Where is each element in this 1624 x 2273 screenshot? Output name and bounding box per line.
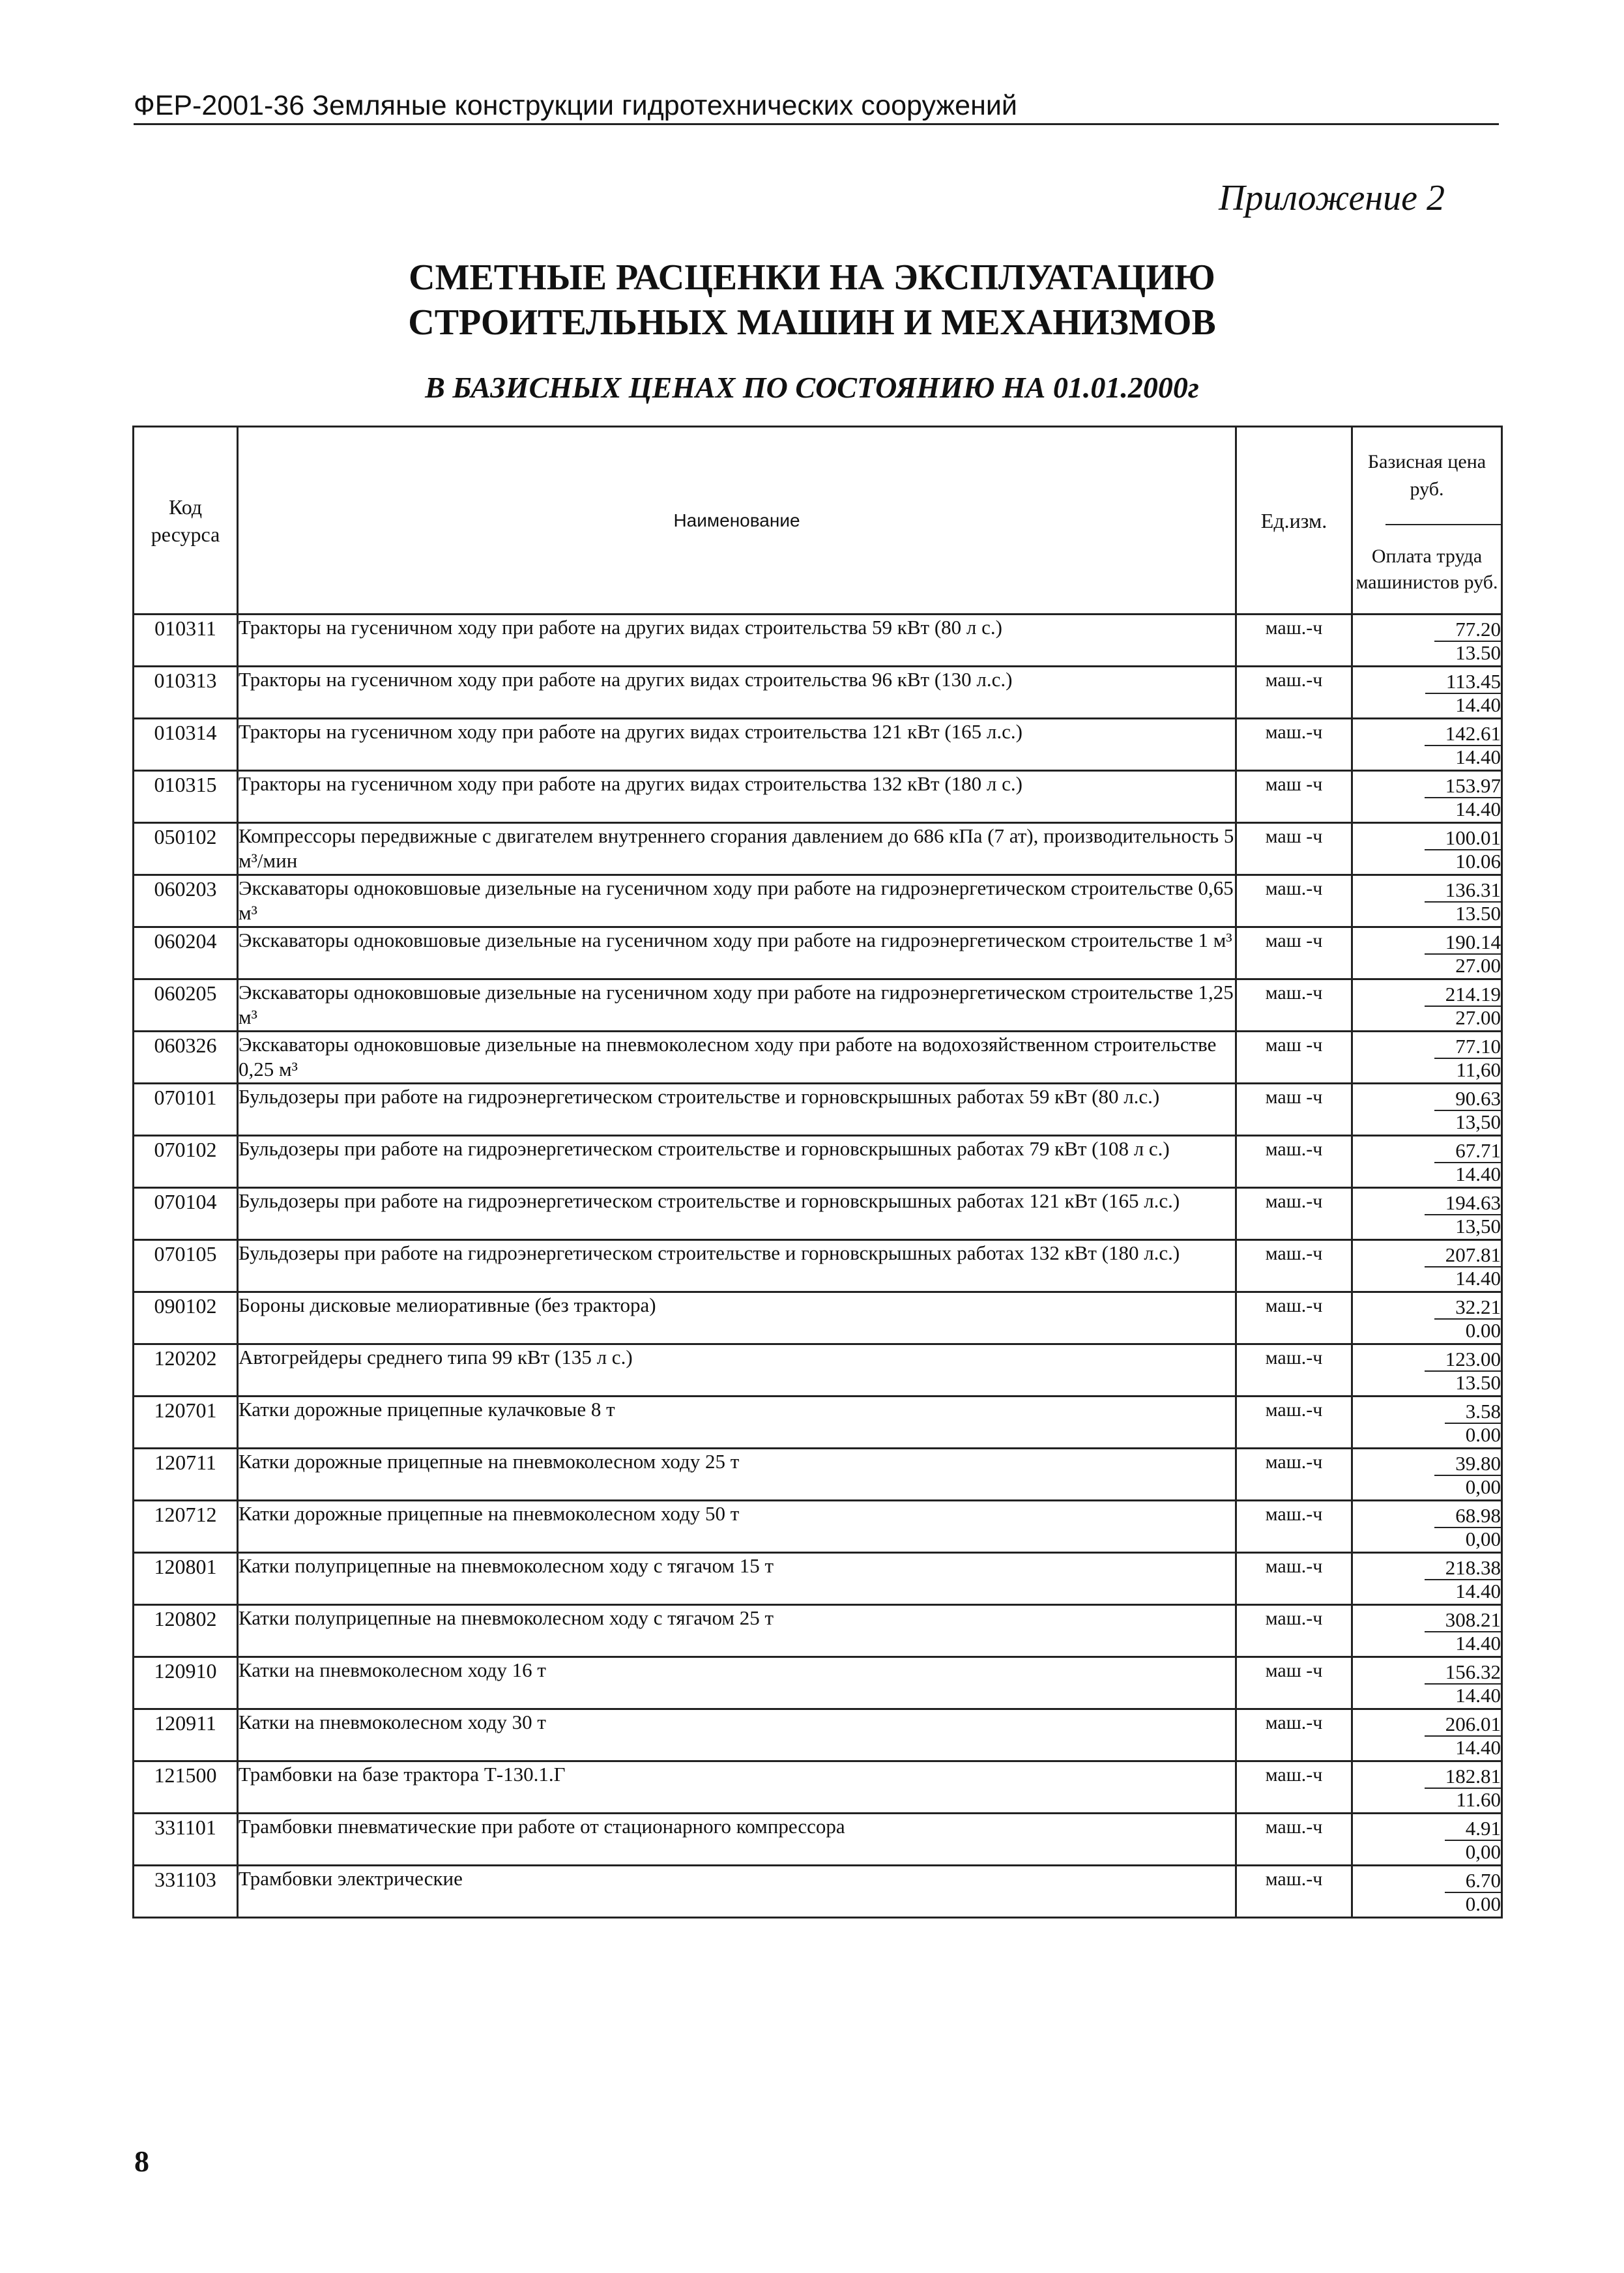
price-value: 90.63: [1434, 1087, 1501, 1111]
table-row: [134, 1657, 1502, 1709]
price-value: 156.32: [1425, 1660, 1501, 1685]
cell-name: Компрессоры передвижные с двигателем внутреннего сгорания давлением до 686 кПа (7 ат), производительность 5 м³/мин: [238, 823, 1236, 875]
cell-code: 010311: [134, 615, 238, 667]
table-row: [134, 1344, 1502, 1397]
table-row: [134, 1136, 1502, 1188]
cell-price: [1352, 1292, 1502, 1344]
price-value: 214.19: [1425, 983, 1501, 1007]
labor-value: 10.06: [1455, 850, 1501, 873]
cell-unit: маш.-ч: [1236, 1866, 1352, 1918]
cell-code: 060203: [134, 875, 238, 927]
cell-price: [1352, 927, 1502, 979]
price-value: 153.97: [1425, 774, 1501, 798]
cell-unit: маш -ч: [1236, 927, 1352, 979]
cell-name: Бульдозеры при работе на гидроэнергетическом строительстве и горновскрышных работах 79 кВт (108 л с.): [238, 1136, 1236, 1188]
cell-price: [1352, 1084, 1502, 1136]
table-row: [134, 1605, 1502, 1657]
cell-price: [1352, 1501, 1502, 1553]
price-value: 100.01: [1425, 826, 1501, 850]
running-header: [134, 81, 1499, 125]
table-row: [134, 615, 1502, 667]
labor-value: 27.00: [1455, 1006, 1501, 1029]
cell-name: Экскаваторы одноковшовые дизельные на гусеничном ходу при работе на гидроэнергетическом строительстве 0,65 м³: [238, 875, 1236, 927]
cell-unit: маш.-ч: [1236, 1761, 1352, 1814]
price-value: 6.70: [1445, 1869, 1501, 1893]
header-unit: Ед.изм.: [1236, 427, 1352, 615]
table-row: [134, 667, 1502, 719]
header-price-cell: [1352, 427, 1502, 615]
cell-name: Катки дорожные прицепные на пневмоколесном ходу 25 т: [238, 1449, 1236, 1501]
header-labor: Оплата труда машинистов руб.: [1356, 545, 1498, 593]
cell-price: [1352, 1814, 1502, 1866]
cell-name: Трамбовки на базе трактора Т-130.1.Г: [238, 1761, 1236, 1814]
labor-value: 0.00: [1465, 1892, 1501, 1915]
table-row: [134, 1866, 1502, 1918]
cell-code: 090102: [134, 1292, 238, 1344]
cell-name: Экскаваторы одноковшовые дизельные на пневмоколесном ходу при работе на водохозяйственном строительстве 0,25 м³: [238, 1032, 1236, 1084]
labor-value: 11,60: [1456, 1058, 1501, 1081]
cell-price: [1352, 1032, 1502, 1084]
labor-value: 0,00: [1465, 1840, 1501, 1863]
cell-name: Катки дорожные прицепные кулачковые 8 т: [238, 1397, 1236, 1449]
page-title: [0, 255, 1624, 345]
price-value: 190.14: [1425, 931, 1501, 955]
cell-name: Тракторы на гусеничном ходу при работе на других видах строительства 59 кВт (80 л с.): [238, 615, 1236, 667]
cell-price: [1352, 719, 1502, 771]
price-value: 218.38: [1425, 1556, 1501, 1580]
cell-price: [1352, 875, 1502, 927]
cell-price: [1352, 1553, 1502, 1605]
price-value: 77.20: [1434, 618, 1501, 642]
header-name: Наименование: [238, 427, 1236, 615]
labor-value: 0,00: [1465, 1527, 1501, 1550]
table-row: [134, 1814, 1502, 1866]
cell-name: Экскаваторы одноковшовые дизельные на гусеничном ходу при работе на гидроэнергетическом строительстве 1 м³: [238, 927, 1236, 979]
cell-unit: маш.-ч: [1236, 1449, 1352, 1501]
cell-name: Бульдозеры при работе на гидроэнергетическом строительстве и горновскрышных работах 59 кВт (80 л.с.): [238, 1084, 1236, 1136]
price-value: 39.80: [1434, 1452, 1501, 1476]
cell-unit: маш.-ч: [1236, 1397, 1352, 1449]
labor-value: 14.40: [1455, 1684, 1501, 1707]
cell-price: [1352, 1449, 1502, 1501]
table-row: [134, 875, 1502, 927]
page-title-line-2: СТРОИТЕЛЬНЫХ МАШИН И МЕХАНИЗМОВ: [408, 302, 1216, 343]
cell-name: Катки на пневмоколесном ходу 30 т: [238, 1709, 1236, 1761]
cell-unit: маш -ч: [1236, 823, 1352, 875]
header-code: Код ресурса: [134, 427, 238, 615]
header-price: Базисная цена руб.: [1367, 451, 1486, 500]
cell-unit: маш -ч: [1236, 1032, 1352, 1084]
cell-unit: маш.-ч: [1236, 1814, 1352, 1866]
cell-price: [1352, 771, 1502, 823]
price-value: 206.01: [1425, 1713, 1501, 1737]
page-subtitle: В БАЗИСНЫХ ЦЕНАХ ПО СОСТОЯНИЮ НА 01.01.2000г: [425, 371, 1199, 404]
cell-unit: маш.-ч: [1236, 1605, 1352, 1657]
cell-code: 120910: [134, 1657, 238, 1709]
table-row: [134, 719, 1502, 771]
price-value: 308.21: [1425, 1608, 1501, 1632]
cell-unit: маш -ч: [1236, 1657, 1352, 1709]
price-value: 194.63: [1425, 1191, 1501, 1215]
price-value: 123.00: [1425, 1348, 1501, 1372]
table-row: [134, 823, 1502, 875]
cell-name: Бульдозеры при работе на гидроэнергетическом строительстве и горновскрышных работах 121 кВт (165 л.с.): [238, 1188, 1236, 1240]
table-row: [134, 1084, 1502, 1136]
cell-name: Трамбовки электрические: [238, 1866, 1236, 1918]
cell-name: Катки на пневмоколесном ходу 16 т: [238, 1657, 1236, 1709]
cell-price: [1352, 979, 1502, 1032]
cell-code: 331103: [134, 1866, 238, 1918]
cell-name: Бороны дисковые мелиоративные (без трактора): [238, 1292, 1236, 1344]
cell-unit: маш.-ч: [1236, 1344, 1352, 1397]
price-value: 32.21: [1434, 1296, 1501, 1320]
labor-value: 14.40: [1455, 1163, 1501, 1185]
labor-value: 13,50: [1455, 1110, 1501, 1133]
cell-unit: маш.-ч: [1236, 979, 1352, 1032]
cell-code: 070101: [134, 1084, 238, 1136]
cell-unit: маш.-ч: [1236, 1709, 1352, 1761]
table-row: [134, 1188, 1502, 1240]
cell-code: 120701: [134, 1397, 238, 1449]
cell-code: 010314: [134, 719, 238, 771]
table-row: [134, 1709, 1502, 1761]
cell-name: Автогрейдеры среднего типа 99 кВт (135 л с.): [238, 1344, 1236, 1397]
table-row: [134, 979, 1502, 1032]
labor-value: 0.00: [1465, 1423, 1501, 1446]
cell-price: [1352, 1761, 1502, 1814]
rates-table-header: [134, 427, 1502, 615]
price-value: 113.45: [1425, 670, 1501, 694]
table-row: [134, 771, 1502, 823]
cell-unit: маш.-ч: [1236, 1292, 1352, 1344]
cell-code: 120711: [134, 1449, 238, 1501]
cell-name: Бульдозеры при работе на гидроэнергетическом строительстве и горновскрышных работах 132 кВт (180 л.с.): [238, 1240, 1236, 1292]
labor-value: 14.40: [1455, 1632, 1501, 1655]
labor-value: 14.40: [1455, 746, 1501, 768]
running-header-title: ФЕР-2001-36 Земляные конструкции гидротехнических сооружений: [134, 90, 1017, 121]
cell-price: [1352, 1240, 1502, 1292]
price-value: 68.98: [1434, 1504, 1501, 1528]
cell-unit: маш.-ч: [1236, 1136, 1352, 1188]
price-value: 142.61: [1425, 722, 1501, 746]
table-row: [134, 1032, 1502, 1084]
cell-unit: маш.-ч: [1236, 1240, 1352, 1292]
price-value: 77.10: [1434, 1035, 1501, 1059]
labor-value: 14.40: [1455, 1267, 1501, 1290]
table-row: [134, 1501, 1502, 1553]
price-value: 4.91: [1445, 1817, 1501, 1841]
appendix-label: Приложение 2: [1219, 178, 1445, 218]
cell-code: 331101: [134, 1814, 238, 1866]
cell-price: [1352, 1397, 1502, 1449]
labor-value: 14.40: [1455, 693, 1501, 716]
cell-price: [1352, 1657, 1502, 1709]
cell-name: Катки дорожные прицепные на пневмоколесном ходу 50 т: [238, 1501, 1236, 1553]
cell-name: Экскаваторы одноковшовые дизельные на гусеничном ходу при работе на гидроэнергетическом строительстве 1,25 м³: [238, 979, 1236, 1032]
labor-value: 0,00: [1465, 1475, 1501, 1498]
cell-unit: маш.-ч: [1236, 615, 1352, 667]
cell-price: [1352, 1709, 1502, 1761]
table-row: [134, 1761, 1502, 1814]
price-value: 136.31: [1425, 878, 1501, 903]
cell-code: 010313: [134, 667, 238, 719]
cell-price: [1352, 1344, 1502, 1397]
cell-code: 120911: [134, 1709, 238, 1761]
cell-code: 010315: [134, 771, 238, 823]
cell-unit: маш.-ч: [1236, 1501, 1352, 1553]
cell-code: 120801: [134, 1553, 238, 1605]
cell-price: [1352, 667, 1502, 719]
cell-code: 121500: [134, 1761, 238, 1814]
cell-code: 070104: [134, 1188, 238, 1240]
table-row: [134, 1449, 1502, 1501]
table-row: [134, 1292, 1502, 1344]
page-title-line-1: СМЕТНЫЕ РАСЦЕНКИ НА ЭКСПЛУАТАЦИЮ: [409, 257, 1215, 298]
price-value: 3.58: [1445, 1400, 1501, 1424]
cell-price: [1352, 1866, 1502, 1918]
rates-table: [132, 426, 1503, 1918]
page-number: 8: [134, 2145, 149, 2178]
labor-value: 27.00: [1455, 954, 1501, 977]
labor-value: 13.50: [1455, 1371, 1501, 1394]
cell-name: Катки полуприцепные на пневмоколесном ходу с тягачом 15 т: [238, 1553, 1236, 1605]
cell-name: Трамбовки пневматические при работе от стационарного компрессора: [238, 1814, 1236, 1866]
cell-code: 120802: [134, 1605, 238, 1657]
price-value: 67.71: [1434, 1139, 1501, 1163]
cell-price: [1352, 823, 1502, 875]
labor-value: 13.50: [1455, 641, 1501, 664]
cell-unit: маш.-ч: [1236, 1553, 1352, 1605]
labor-value: 0.00: [1465, 1319, 1501, 1342]
labor-value: 14.40: [1455, 1736, 1501, 1759]
cell-unit: маш.-ч: [1236, 667, 1352, 719]
cell-code: 060205: [134, 979, 238, 1032]
cell-unit: маш -ч: [1236, 771, 1352, 823]
labor-value: 14.40: [1455, 1580, 1501, 1602]
price-value: 182.81: [1425, 1765, 1501, 1789]
table-row: [134, 927, 1502, 979]
cell-code: 120202: [134, 1344, 238, 1397]
cell-name: Тракторы на гусеничном ходу при работе на других видах строительства 132 кВт (180 л с.): [238, 771, 1236, 823]
rates-table-body: [134, 615, 1502, 1918]
cell-unit: маш.-ч: [1236, 1188, 1352, 1240]
labor-value: 13.50: [1455, 902, 1501, 925]
cell-code: 070105: [134, 1240, 238, 1292]
cell-price: [1352, 1188, 1502, 1240]
cell-price: [1352, 1136, 1502, 1188]
cell-price: [1352, 615, 1502, 667]
cell-price: [1352, 1605, 1502, 1657]
cell-unit: маш -ч: [1236, 1084, 1352, 1136]
cell-name: Тракторы на гусеничном ходу при работе на других видах строительства 96 кВт (130 л.с.): [238, 667, 1236, 719]
cell-code: 050102: [134, 823, 238, 875]
labor-value: 14.40: [1455, 798, 1501, 820]
cell-code: 060204: [134, 927, 238, 979]
cell-code: 120712: [134, 1501, 238, 1553]
cell-name: Тракторы на гусеничном ходу при работе на других видах строительства 121 кВт (165 л.с.): [238, 719, 1236, 771]
cell-code: 070102: [134, 1136, 238, 1188]
cell-unit: маш.-ч: [1236, 719, 1352, 771]
labor-value: 13,50: [1455, 1215, 1501, 1238]
table-row: [134, 1553, 1502, 1605]
labor-value: 11.60: [1456, 1788, 1501, 1811]
table-row: [134, 1397, 1502, 1449]
table-row: [134, 1240, 1502, 1292]
cell-unit: маш.-ч: [1236, 875, 1352, 927]
cell-code: 060326: [134, 1032, 238, 1084]
price-value: 207.81: [1425, 1243, 1501, 1267]
cell-name: Катки полуприцепные на пневмоколесном ходу с тягачом 25 т: [238, 1605, 1236, 1657]
